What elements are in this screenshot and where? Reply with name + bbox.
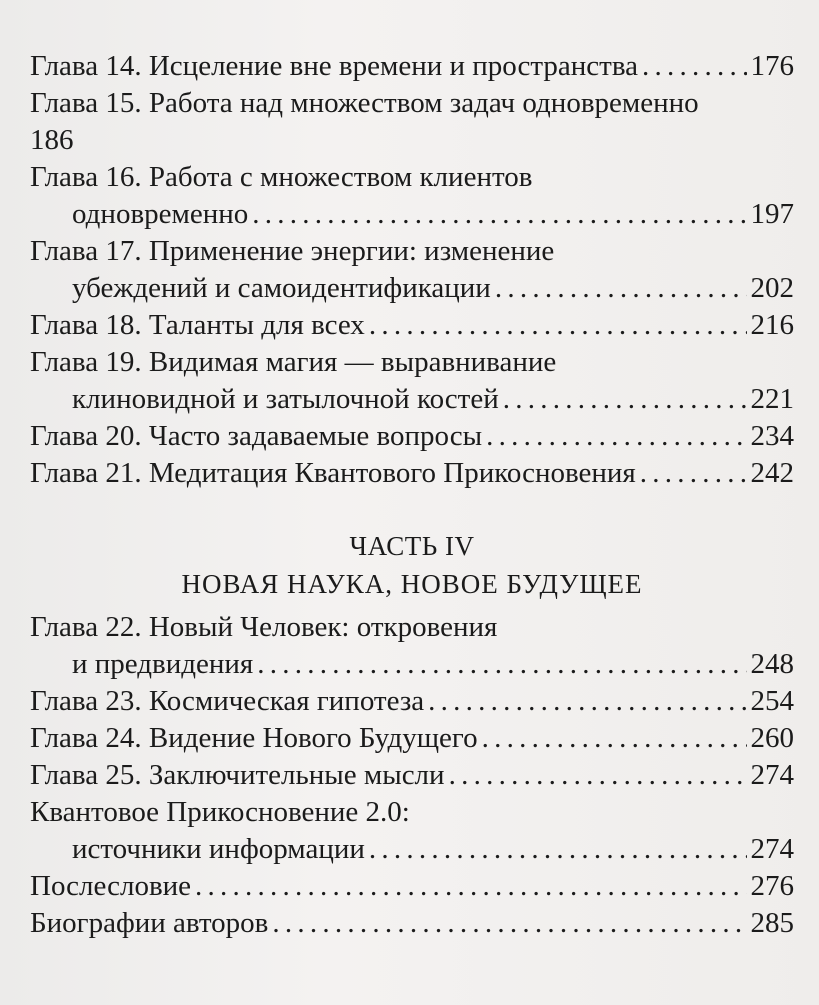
dot-leader <box>482 720 747 757</box>
toc-entry-page: 285 <box>750 907 794 939</box>
toc-entry-chapter-14 <box>30 48 794 85</box>
dot-leader <box>640 455 747 492</box>
toc-entry-label: Глава 24. Видение Нового Будущего <box>30 722 478 754</box>
toc-entry-page: 234 <box>750 420 794 452</box>
toc-entry-label: Биографии авторов <box>30 907 269 939</box>
toc-entry-label: Глава 20. Часто задаваемые вопросы <box>30 420 483 452</box>
toc-entry-label: Послесловие <box>30 870 192 902</box>
toc-entry-chapter-18 <box>30 307 794 344</box>
toc-entry-label-continued: одновременно <box>72 198 249 230</box>
dot-leader <box>486 418 746 455</box>
toc-entry-chapter-17 <box>30 233 794 270</box>
toc-entry-chapter-22-continuation <box>30 646 794 683</box>
toc-entry-label-continued: клиновидной и затылочной костей <box>72 383 499 415</box>
dot-leader <box>369 831 747 868</box>
toc-entry-label: Глава 22. Новый Человек: откровения <box>30 611 498 643</box>
toc-entry-page: 242 <box>750 457 794 489</box>
toc-entry-label: Глава 25. Заключительные мысли <box>30 759 445 791</box>
toc-entry-chapter-24 <box>30 720 794 757</box>
toc-entry-page: 202 <box>750 272 794 304</box>
toc-entry-chapter-15-continuation <box>30 122 794 159</box>
dot-leader <box>642 48 746 85</box>
table-of-contents <box>30 48 794 942</box>
part-title: НОВАЯ НАУКА, НОВОЕ БУДУЩЕЕ <box>181 569 643 599</box>
toc-entry-page: 221 <box>750 383 794 415</box>
toc-entry-label: Глава 17. Применение энергии: изменение <box>30 235 555 267</box>
dot-leader <box>252 196 746 233</box>
toc-entry-chapter-15 <box>30 85 794 122</box>
toc-entry-label: Глава 23. Космическая гипотеза <box>30 685 425 717</box>
toc-entry-label-continued: убеждений и самоидентификации <box>72 272 491 304</box>
dot-leader <box>369 307 747 344</box>
dot-leader <box>449 757 747 794</box>
toc-entry-chapter-23 <box>30 683 794 720</box>
toc-entry-chapter-16-continuation <box>30 196 794 233</box>
toc-entry-label-continued: и предвидения <box>72 648 254 680</box>
toc-entry-label-continued: источники информации <box>72 833 365 865</box>
toc-entry-chapter-16 <box>30 159 794 196</box>
toc-entry-page: 197 <box>750 198 794 230</box>
dot-leader <box>195 868 746 905</box>
toc-entry-page: 254 <box>750 685 794 717</box>
toc-entry-chapter-25 <box>30 757 794 794</box>
part-number: ЧАСТЬ IV <box>349 531 475 561</box>
toc-entry-chapter-22 <box>30 609 794 646</box>
toc-entry-chapter-20 <box>30 418 794 455</box>
part-heading <box>30 527 794 603</box>
toc-entry-page: 176 <box>750 50 794 82</box>
toc-entry-label: Глава 21. Медитация Квантового Прикосновения <box>30 457 636 489</box>
toc-entry-chapter-19 <box>30 344 794 381</box>
toc-entry-page: 274 <box>750 833 794 865</box>
toc-entry-author-biographies <box>30 905 794 942</box>
toc-entry-label: Глава 18. Таланты для всех <box>30 309 365 341</box>
toc-entry-quantum-touch-sources <box>30 794 794 831</box>
dot-leader <box>495 270 747 307</box>
toc-entry-page: 260 <box>750 722 794 754</box>
dot-leader <box>272 905 746 942</box>
toc-entry-label: Глава 14. Исцеление вне времени и пространства <box>30 50 639 82</box>
dot-leader <box>503 381 747 418</box>
toc-entry-chapter-17-continuation <box>30 270 794 307</box>
toc-entry-page: 216 <box>750 309 794 341</box>
toc-entry-quantum-touch-sources-continuation <box>30 831 794 868</box>
toc-entry-label: Глава 16. Работа с множеством клиентов <box>30 161 533 193</box>
toc-entry-page: 248 <box>750 648 794 680</box>
dot-leader <box>257 646 746 683</box>
toc-entry-page: 274 <box>750 759 794 791</box>
toc-entry-label: Квантовое Прикосновение 2.0: <box>30 796 410 828</box>
toc-entry-page: 276 <box>750 870 794 902</box>
toc-entry-chapter-19-continuation <box>30 381 794 418</box>
toc-entry-page: 186 <box>30 124 74 156</box>
dot-leader <box>428 683 746 720</box>
toc-entry-chapter-21 <box>30 455 794 492</box>
toc-entry-label: Глава 19. Видимая магия — выравнивание <box>30 346 557 378</box>
toc-entry-label: Глава 15. Работа над множеством задач одновременно <box>30 87 699 119</box>
toc-entry-afterword <box>30 868 794 905</box>
